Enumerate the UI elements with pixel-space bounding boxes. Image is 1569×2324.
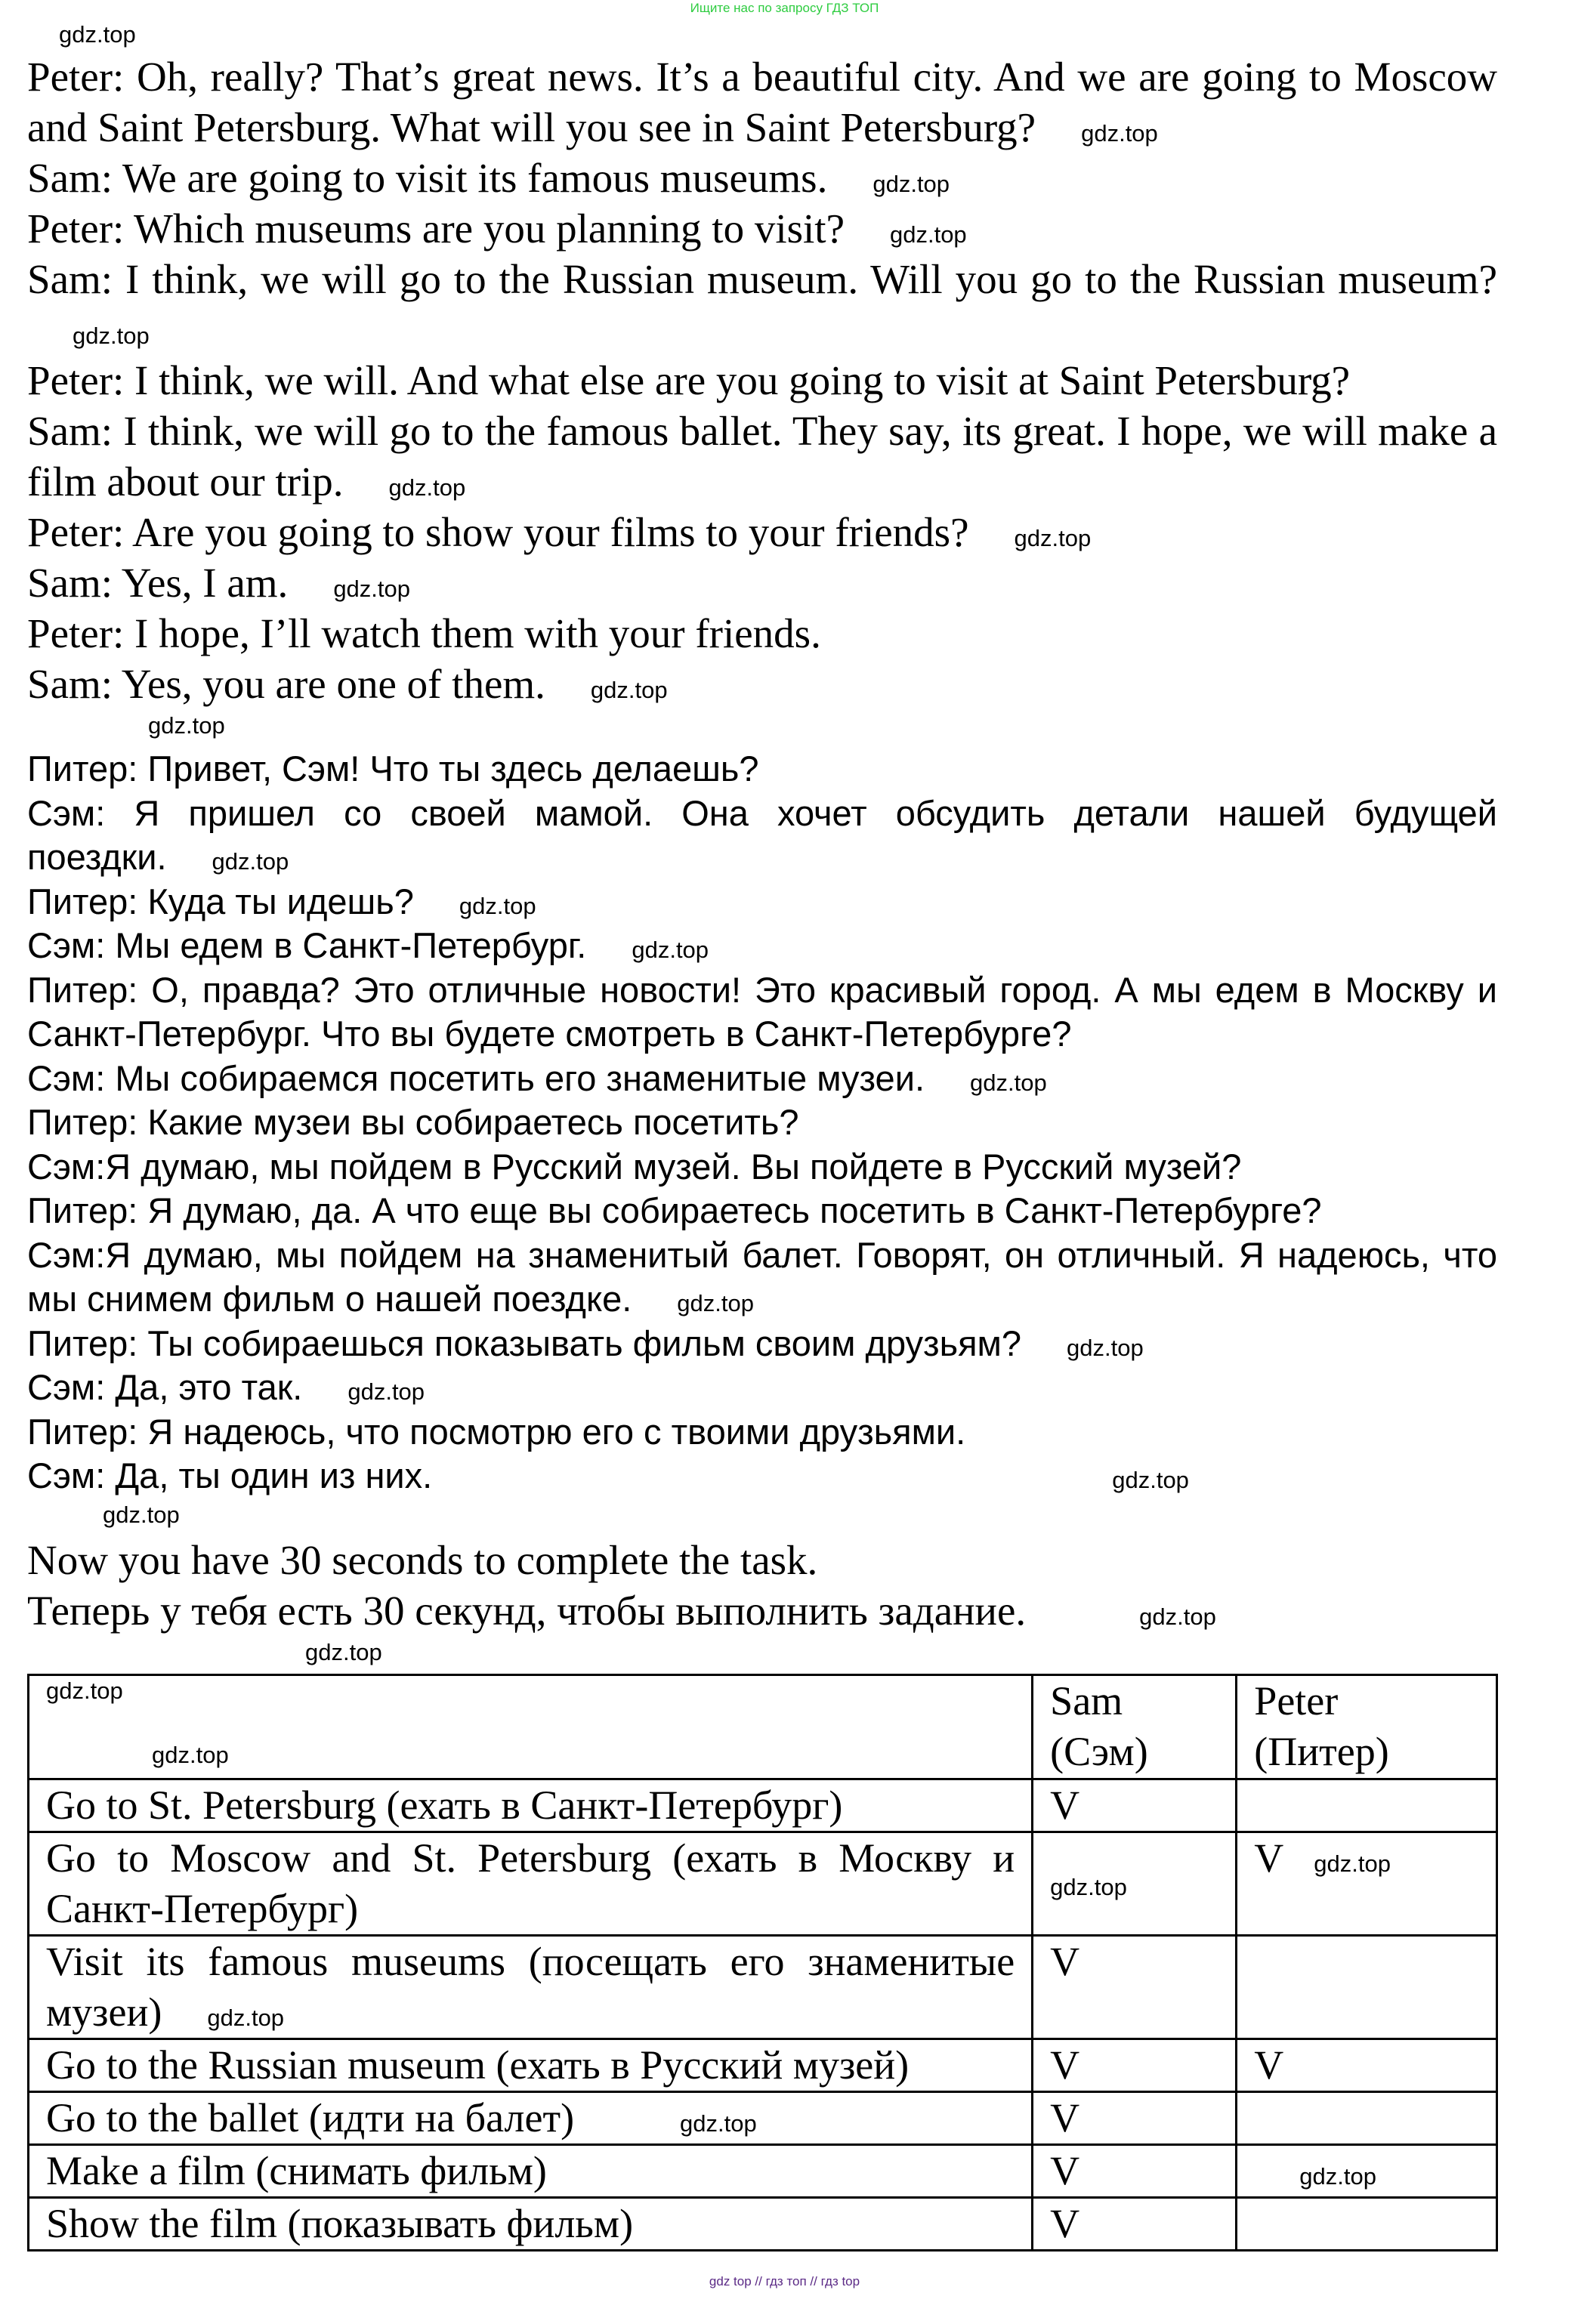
peter-cell: V bbox=[1237, 2039, 1497, 2091]
dialogue-line bbox=[27, 355, 1497, 406]
table-row bbox=[29, 2091, 1497, 2144]
peter-cell bbox=[1237, 2197, 1497, 2250]
dialogue-text: Сэм:Я думаю, мы пойдем в Русский музей. Вы пойдете в Русский музей? bbox=[27, 1146, 1242, 1187]
activity-cell: Show the film (показывать фильм) bbox=[29, 2197, 1033, 2250]
header-sam: Sam (Сэм) bbox=[1033, 1674, 1237, 1779]
dialogue-line bbox=[27, 1189, 1497, 1233]
table-row bbox=[29, 1935, 1497, 2039]
page-content bbox=[0, 18, 1569, 2251]
table-row bbox=[29, 2197, 1497, 2250]
activity-cell: Go to the Russian museum (ехать в Русский музей) bbox=[29, 2039, 1033, 2091]
cell-text: Go to the ballet (идти на балет) bbox=[46, 2094, 575, 2140]
dialogue-text: Peter: I think, we will. And what else are you going to visit at Saint Petersburg? bbox=[27, 357, 1351, 403]
dialogue-text: Peter: Oh, really? That’s great news. It’s a beautiful city. And we are going to Moscow and Saint Petersburg. What will you see in Saint Petersburg? bbox=[27, 54, 1497, 150]
dialogue-text: Питер: Я думаю, да. А что еще вы собираетесь посетить в Санкт-Петербурге? bbox=[27, 1190, 1322, 1230]
dialogue-text: Питер: Куда ты идешь? bbox=[27, 881, 414, 921]
header-peter: Peter (Питер) bbox=[1237, 1674, 1497, 1779]
watermark: gdz.top bbox=[1050, 1873, 1127, 1900]
dialogue-line bbox=[27, 608, 1497, 659]
search-hint-banner: Ищите нас по запросу ГДЗ ТОП bbox=[690, 1, 879, 15]
task-russian bbox=[27, 1585, 1497, 1636]
peter-cell bbox=[1237, 1779, 1497, 1832]
watermark: gdz.top bbox=[1299, 2162, 1376, 2190]
dialogue-line bbox=[27, 747, 1497, 792]
watermark: gdz.top bbox=[590, 677, 668, 703]
answer-table bbox=[27, 1674, 1498, 2251]
task-english bbox=[27, 1535, 1497, 1585]
activity-cell bbox=[29, 2091, 1033, 2144]
dialogue-text: Питер: О, правда? Это отличные новости! Это красивый город. А мы едем в Москву и Санкт-Петербург. Что вы будете смотреть в Санкт-Петербурге? bbox=[27, 969, 1497, 1054]
dialogue-line bbox=[27, 792, 1497, 880]
dialogue-line bbox=[27, 1322, 1497, 1366]
dialogue-line bbox=[27, 1410, 1497, 1455]
dialogue-text: Питер: Какие музеи вы собираетесь посетить? bbox=[27, 1102, 799, 1142]
peter-cell bbox=[1237, 1832, 1497, 1935]
dialogue-line bbox=[27, 557, 1497, 608]
task-instructions bbox=[27, 1535, 1497, 1636]
dialogue-text: Sam: I think, we will go to the Russian museum. Will you go to the Russian museum? bbox=[27, 256, 1497, 302]
dialogue-text: Sam: I think, we will go to the famous ballet. They say, its great. I hope, we will make a film about our trip. bbox=[27, 408, 1497, 505]
sam-cell: V bbox=[1033, 2144, 1237, 2197]
dialogue-line bbox=[27, 1057, 1497, 1101]
russian-dialogue bbox=[27, 747, 1497, 1498]
watermark: gdz.top bbox=[73, 323, 150, 349]
table-row bbox=[29, 1779, 1497, 1832]
watermark: gdz.top bbox=[1067, 1334, 1144, 1361]
cell-text: V bbox=[1254, 1835, 1284, 1881]
dialogue-text: Sam: We are going to visit its famous museums. bbox=[27, 155, 828, 201]
dialogue-line bbox=[27, 659, 1497, 709]
watermark: gdz.top bbox=[388, 474, 466, 501]
watermark: gdz.top bbox=[305, 1638, 382, 1665]
sam-cell: V bbox=[1033, 2039, 1237, 2091]
dialogue-line bbox=[27, 51, 1497, 153]
dialogue-text: Сэм: Мы едем в Санкт-Петербург. bbox=[27, 925, 587, 965]
dialogue-text: Питер: Привет, Сэм! Что ты здесь делаешь? bbox=[27, 748, 759, 789]
watermark: gdz.top bbox=[680, 2110, 757, 2137]
dialogue-text: Сэм: Я пришел со своей мамой. Она хочет обсудить детали нашей будущей поездки. bbox=[27, 792, 1497, 877]
watermark: gdz.top bbox=[970, 1069, 1047, 1096]
dialogue-text: Peter: Which museums are you planning to visit? bbox=[27, 205, 845, 252]
watermark: gdz.top bbox=[889, 221, 967, 248]
activity-cell: Go to Moscow and St. Petersburg (ехать в Москву и Санкт-Петербург) bbox=[29, 1832, 1033, 1935]
task-text: Теперь у тебя есть 30 секунд, чтобы выполнить задание. bbox=[27, 1587, 1027, 1634]
dialogue-line bbox=[27, 1100, 1497, 1145]
sam-cell: V bbox=[1033, 2197, 1237, 2250]
task-text: Now you have 30 seconds to complete the task. bbox=[27, 1536, 818, 1583]
watermark: gdz.top bbox=[1314, 1850, 1391, 1877]
activity-cell: Go to St. Petersburg (ехать в Санкт-Петербург) bbox=[29, 1779, 1033, 1832]
dialogue-text: Питер: Ты собираешься показывать фильм своим друзьям? bbox=[27, 1322, 1021, 1363]
dialogue-line bbox=[27, 1366, 1497, 1410]
english-dialogue bbox=[27, 51, 1497, 709]
watermark: gdz.top bbox=[46, 1677, 123, 1704]
watermark: gdz.top bbox=[1139, 1603, 1216, 1630]
sam-cell: V bbox=[1033, 1779, 1237, 1832]
dialogue-text: Сэм: Мы собираемся посетить его знаменитые музеи. bbox=[27, 1057, 925, 1098]
cell-text: Visit its famous museums (посещать его знаменитые музеи) bbox=[46, 1938, 1015, 2035]
sam-cell: V bbox=[1033, 1935, 1237, 2039]
watermark: gdz.top bbox=[1112, 1467, 1189, 1493]
dialogue-line bbox=[27, 1145, 1497, 1190]
dialogue-text: Sam: Yes, I am. bbox=[27, 560, 289, 606]
dialogue-line bbox=[27, 254, 1497, 355]
dialogue-text: Сэм:Я думаю, мы пойдем на знаменитый балет. Говорят, он отличный. Я надеюсь, что мы снимем фильм о нашей поездке. bbox=[27, 1234, 1497, 1319]
watermark: gdz.top bbox=[207, 2004, 285, 2031]
watermark: gdz.top bbox=[1081, 120, 1158, 147]
dialogue-text: Peter: Are you going to show your films to your friends? bbox=[27, 509, 969, 555]
table-header-row bbox=[29, 1674, 1497, 1779]
dialogue-line bbox=[27, 153, 1497, 203]
watermark: gdz.top bbox=[459, 892, 536, 919]
dialogue-text: Сэм: Да, ты один из них. bbox=[27, 1455, 433, 1495]
watermark: gdz.top bbox=[873, 171, 950, 197]
dialogue-line bbox=[27, 406, 1497, 507]
dialogue-line bbox=[27, 880, 1497, 924]
sam-cell bbox=[1033, 1832, 1237, 1935]
activity-cell: Make a film (снимать фильм) bbox=[29, 2144, 1033, 2197]
watermark: gdz.top bbox=[347, 1378, 425, 1405]
dialogue-line bbox=[27, 203, 1497, 254]
table-row bbox=[29, 2039, 1497, 2091]
watermark: gdz.top bbox=[148, 712, 225, 739]
dialogue-text: Sam: Yes, you are one of them. bbox=[27, 661, 545, 707]
dialogue-line bbox=[27, 968, 1497, 1057]
watermark: gdz.top bbox=[677, 1290, 754, 1316]
watermark: gdz.top bbox=[103, 1501, 180, 1528]
dialogue-text: Сэм: Да, это так. bbox=[27, 1367, 303, 1407]
dialogue-line bbox=[27, 1233, 1497, 1322]
dialogue-line bbox=[27, 507, 1497, 557]
activity-cell bbox=[29, 1935, 1033, 2039]
watermark: gdz.top bbox=[212, 848, 289, 875]
watermark: gdz.top bbox=[1014, 525, 1092, 551]
table-row bbox=[29, 1832, 1497, 1935]
peter-cell bbox=[1237, 2144, 1497, 2197]
dialogue-text: Питер: Я надеюсь, что посмотрю его с твоими друзьями. bbox=[27, 1411, 966, 1452]
watermark: gdz.top bbox=[152, 1741, 229, 1768]
dialogue-line bbox=[27, 924, 1497, 968]
watermark: gdz.top bbox=[59, 21, 136, 48]
sam-cell: V bbox=[1033, 2091, 1237, 2144]
peter-cell bbox=[1237, 1935, 1497, 2039]
peter-cell bbox=[1237, 2091, 1497, 2144]
dialogue-line bbox=[27, 1454, 1497, 1498]
dialogue-text: Peter: I hope, I’ll watch them with your friends. bbox=[27, 610, 821, 656]
watermark: gdz.top bbox=[333, 576, 411, 602]
footer-watermark: gdz top // гдз топ // гдз top bbox=[709, 2273, 860, 2289]
table-row bbox=[29, 2144, 1497, 2197]
watermark: gdz.top bbox=[632, 937, 709, 963]
header-activity bbox=[29, 1674, 1033, 1779]
